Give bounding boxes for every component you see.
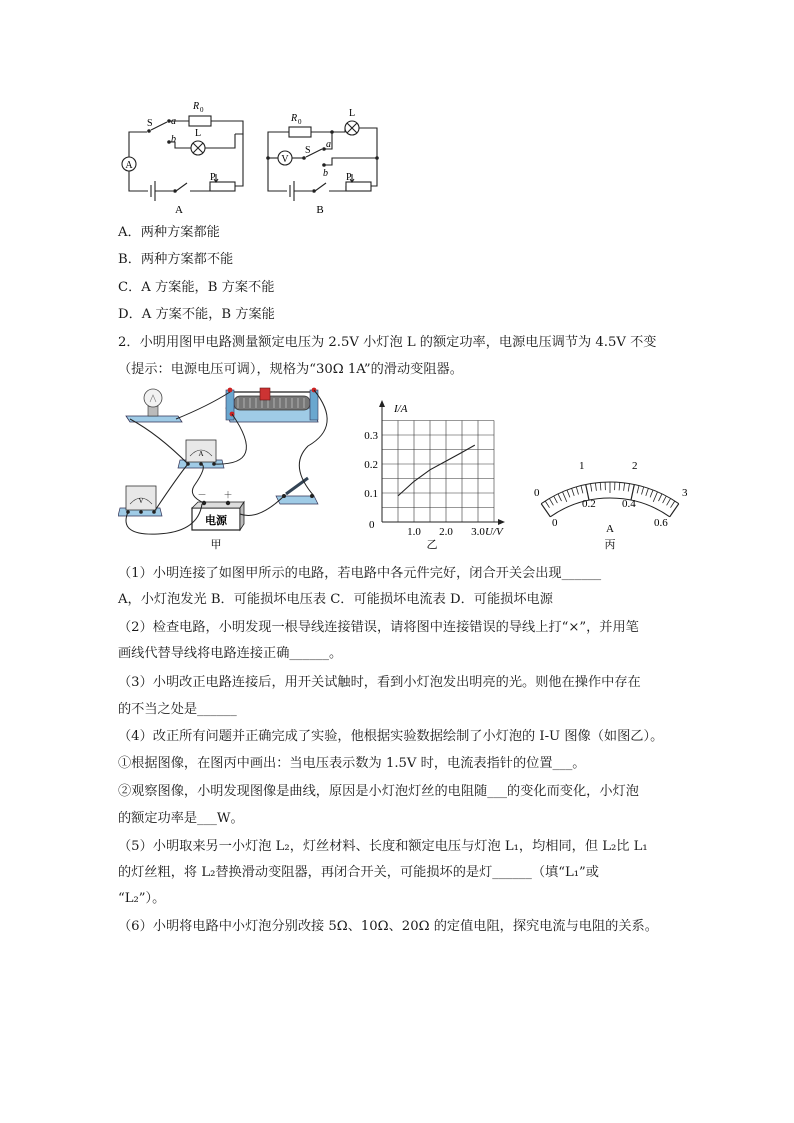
dial-tick [558,494,562,501]
text-line-12: 的灯丝粗，将 L₂替换滑动变阻器，再闭合开关，可能损坏的是灯______（填“L₁”或 [118,865,599,880]
contact-a-label-a: a [171,116,176,127]
dial-bottom-tick-3: 0.6 [654,517,668,529]
dial-tick [554,496,558,503]
dial-tick [600,482,601,490]
option-c: C．A 方案能，B 方案不能 [118,280,275,295]
text-line-2: A，小灯泡发光 B．可能损坏电压表 C．可能损坏电流表 D．可能损坏电源 [118,592,553,607]
contact-b-label-b: b [323,168,328,179]
rheostat-icon [226,388,318,422]
dial-bottom-tick-0: 0 [552,517,558,529]
ammeter-dial [522,452,698,552]
text-line-1: （1）小明连接了如图甲所示的电路，若电路中各元件完好，闭合开关会出现______ [118,566,602,581]
text-line-10: 的额定功率是___W。 [118,811,244,826]
dial-top-tick-1: 1 [579,460,585,472]
text-line-6: 的不当之处是______ [118,702,237,717]
iu-curve [398,445,475,496]
power-supply-icon [192,490,244,530]
caption-a: A [175,204,183,216]
dial-tick [670,504,679,517]
text-line-9: ②观察图像，小明发现图像是曲线，原因是小灯泡灯丝的电阻随___的变化而变化，小灯泡 [118,784,639,799]
dial-tick [663,496,667,503]
dial-tick [624,483,625,491]
voltmeter-label-b: V [281,154,289,165]
q2-line-2: （提示：电源电压可调），规格为“30Ω 1A”的滑动变阻器。 [118,362,463,377]
dial-tick [541,504,550,517]
dial-tick [576,487,578,495]
dial-tick [619,482,620,490]
power-plus: ＋ [223,490,233,500]
lamp-l-label-b: L [349,108,356,119]
voltmeter-face-label: V [138,497,144,505]
dial-tick [545,501,549,508]
dial-tick [642,487,644,495]
dial-ticks [541,482,679,517]
r0-label-b: R [291,113,298,124]
ammeter-label-a: A [125,160,133,171]
chart-origin: 0 [369,519,375,531]
circuit-diagrams [115,92,385,217]
power-label: 电源 [205,515,227,527]
switch-s-label-a: S [147,118,153,129]
dial-tick [667,498,671,505]
dial-top-tick-0: 0 [534,487,540,499]
dial-tick [671,501,675,508]
power-minus: － [197,490,207,500]
dial-tick [595,483,596,491]
slider-p-label-a: P [210,172,216,183]
switch-icon [276,478,318,504]
q2-line-1: 2．小明用图甲电路测量额定电压为 2.5V 小灯泡 L 的额定功率，电源电压调节为 4.5V 不变 [118,335,657,350]
x-tick-label: 2.0 [439,526,453,538]
caption-b: B [316,204,324,216]
dial-tick [581,486,583,494]
dial-tick [567,490,570,497]
x-tick-label: 3.0 [471,526,485,538]
dial-tick [653,492,657,502]
iu-chart [352,394,514,554]
x-axis-arrow [498,519,505,525]
x-tick-label: 1.0 [407,526,421,538]
text-line-4: 画线代替导线将电路连接正确______。 [118,646,343,661]
chart-ylabel: I/A [394,403,408,415]
dial-unit: A [606,523,614,535]
dial-tick [628,484,629,492]
text-line-11: （5）小明取来另一小灯泡 L₂，灯丝材料、长度和额定电压与灯泡 L₁，均相同，但 L₂比 L₁ [118,839,648,854]
chart-grid [382,421,494,523]
dial-bottom-tick-2: 0.4 [622,498,636,510]
dial-tick [637,486,639,494]
slider-p-label-b: P [346,172,352,183]
option-a: A．两种方案都能 [118,225,220,240]
text-line-14: （6）小明将电路中小灯泡分别改接 5Ω、10Ω、20Ω 的定值电阻，探究电流与电阻的关系。 [118,919,658,934]
text-line-3: （2）检查电路，小明发现一根导线连接错误，请将图中连接错误的导线上打“×”，并用笔 [118,620,639,635]
option-d: D．A 方案不能，B 方案能 [118,307,275,322]
lamp-icon [126,389,182,422]
y-tick-label: 0.3 [364,430,378,442]
dial-tick [646,488,649,496]
caption-bing: 丙 [604,539,616,551]
dial-top-tick-3: 3 [682,487,688,499]
dial-inner-arc [550,498,669,517]
r0-label-a: R [193,101,200,112]
lamp-l-label-a: L [195,128,202,139]
y-tick-label: 0.1 [364,488,378,500]
contact-b-label-a: b [171,134,176,145]
dial-tick [572,488,575,496]
chart-xlabel: U/V [485,526,503,538]
apparatus-figure [118,386,340,554]
switch-s-label-b: S [305,145,311,156]
caption-yi: 乙 [426,539,438,551]
dial-tick [549,498,553,505]
y-axis-arrow [379,400,385,407]
dial-top-tick-2: 2 [632,460,638,472]
dial-bottom-tick-1: 0.2 [582,498,596,510]
ammeter-face-label: A [198,450,204,458]
text-line-7: （4）改正所有问题并正确完成了实验，他根据实验数据绘制了小灯泡的 I-U 图像（如图乙）。 [118,729,664,744]
dial-tick [650,490,653,497]
caption-jia: 甲 [210,539,222,551]
r0-sub-a: 0 [200,106,204,114]
voltmeter-icon [118,486,162,516]
dial-tick [591,484,592,492]
text-line-13: “L₂”）。 [118,891,166,906]
dial-tick [563,492,567,502]
r0-sub-b: 0 [298,118,302,126]
text-line-8: ①根据图像，在图丙中画出：当电压表示数为 1.5V 时，电流表指针的位置___。 [118,756,586,771]
option-b: B．两种方案都不能 [118,252,234,267]
y-tick-label: 0.2 [364,459,378,471]
contact-a-label-b: a [326,139,331,150]
dial-tick [659,494,663,501]
text-line-5: （3）小明改正电路连接后，用开关试触时，看到小灯泡发出明亮的光。则他在操作中存在 [118,675,641,690]
